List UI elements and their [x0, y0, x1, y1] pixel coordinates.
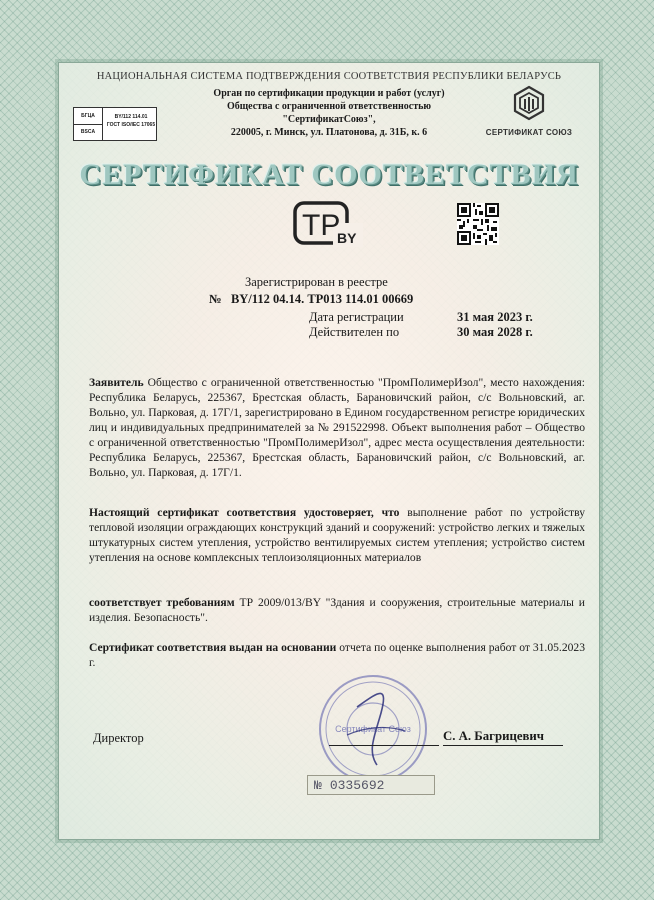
- certificate-union-logo: [479, 85, 579, 137]
- signature-line: [329, 745, 439, 746]
- org-line-3: "СертификатСоюз",: [282, 114, 376, 125]
- seal-center-text: Сертификат Союз: [335, 724, 411, 734]
- registry-number-line: [209, 292, 413, 307]
- certification-body: [179, 87, 479, 139]
- basis-label: Сертификат соответствия выдан на основании: [89, 641, 337, 654]
- org-line-4: 220005, г. Минск, ул. Платонова, д. 31Б, к. 6: [230, 127, 428, 138]
- org-line-2: Общества с ограниченной ответственностью: [226, 101, 432, 112]
- certifies-text: выполнение работ по устройству тепловой изоляции ограждающих конструкций зданий и сооружений: устройство легких и тяжелых штукатурных систем утепления, устройство вентилируемых систем утепления; устройство систем утепления на основе комплексных теплоизоляционных материалов: [89, 506, 585, 564]
- valid-until-date: 30 мая 2028 г.: [457, 325, 533, 339]
- registry-number-prefix: №: [209, 292, 222, 306]
- applicant-text: Общество с ограниченной ответственностью "ПромПолимерИзол", место нахождения: Республика Беларусь, 225367, Брестская область, Барановичский район, с/с Вольновский, аг. Вольно, ул. Парковая, д. 17Г/1, зарегистрировано в Едином государственном регистре юридических лиц и индивидуальных предпринимателей за № 291522998. Объект выполнения работ – Общество с ограниченной ответственностью "ПромПолимерИзол", адрес места осуществления деятельности: Республика Беларусь, 225367, Брестская область, Барановичский район, с/с Вольновский, аг. Вольно, ул. Парковая, д. 17Г/1.: [89, 376, 585, 479]
- accreditation-label-1: БГЦА: [74, 108, 103, 125]
- serial-number: 0335692: [329, 777, 385, 793]
- by-letters: BY: [337, 230, 357, 246]
- qr-code-icon: [457, 203, 499, 245]
- certifies-label: Настоящий сертификат соответствия удостоверяет, что: [89, 506, 400, 519]
- serial-number-box: [307, 775, 435, 795]
- certifies-paragraph: [89, 505, 585, 565]
- certificate-title: СЕРТИФИКАТ СООТВЕТСТВИЯ: [79, 158, 579, 191]
- accreditation-mark: [73, 107, 157, 141]
- certificate-union-hexagon-icon: [512, 85, 546, 121]
- tr-by-conformity-mark: [293, 201, 365, 254]
- basis-text: отчета по оценке выполнения работ от 31.05.2023 г.: [89, 641, 586, 669]
- official-seal: [317, 673, 429, 790]
- requirements-text: ТР 2009/013/BY "Здания и сооружения, строительные материалы и изделия. Безопасность".: [89, 596, 585, 624]
- accreditation-label-2: BSCA: [74, 124, 103, 140]
- registered-label: Зарегистрирован в реестре: [245, 275, 388, 289]
- accreditation-code-2: ГОСТ ISO/IEC 17065: [106, 122, 156, 128]
- logo-caption: СЕРТИФИКАТ СОЮЗ: [485, 128, 573, 137]
- certificate-body: [58, 62, 600, 840]
- registry-number: BY/112 04.14. ТР013 114.01 00669: [230, 292, 414, 306]
- requirements-label: соответствует требованиям: [89, 596, 235, 609]
- applicant-label: Заявитель: [89, 376, 144, 389]
- tr-letters: TP: [302, 209, 341, 242]
- director-name: С. А. Багрицевич: [443, 729, 563, 746]
- valid-until-label: Действителен по: [309, 325, 400, 339]
- director-title: Директор: [93, 731, 144, 745]
- system-title: НАЦИОНАЛЬНАЯ СИСТЕМА ПОДТВЕРЖДЕНИЯ СООТВЕТСТВИЯ РЕСПУБЛИКИ БЕЛАРУСЬ: [96, 71, 562, 82]
- registration-date: 31 мая 2023 г.: [457, 310, 533, 324]
- basis-paragraph: [89, 640, 585, 670]
- serial-prefix: №: [314, 777, 322, 793]
- requirements-paragraph: [89, 595, 585, 625]
- accreditation-code-1: BY/112 114.01: [114, 114, 148, 120]
- org-line-1: Орган по сертификации продукции и работ (услуг): [213, 88, 445, 99]
- registration-date-label: Дата регистрации: [309, 310, 404, 324]
- qr-code: [457, 203, 499, 245]
- applicant-paragraph: [89, 375, 585, 480]
